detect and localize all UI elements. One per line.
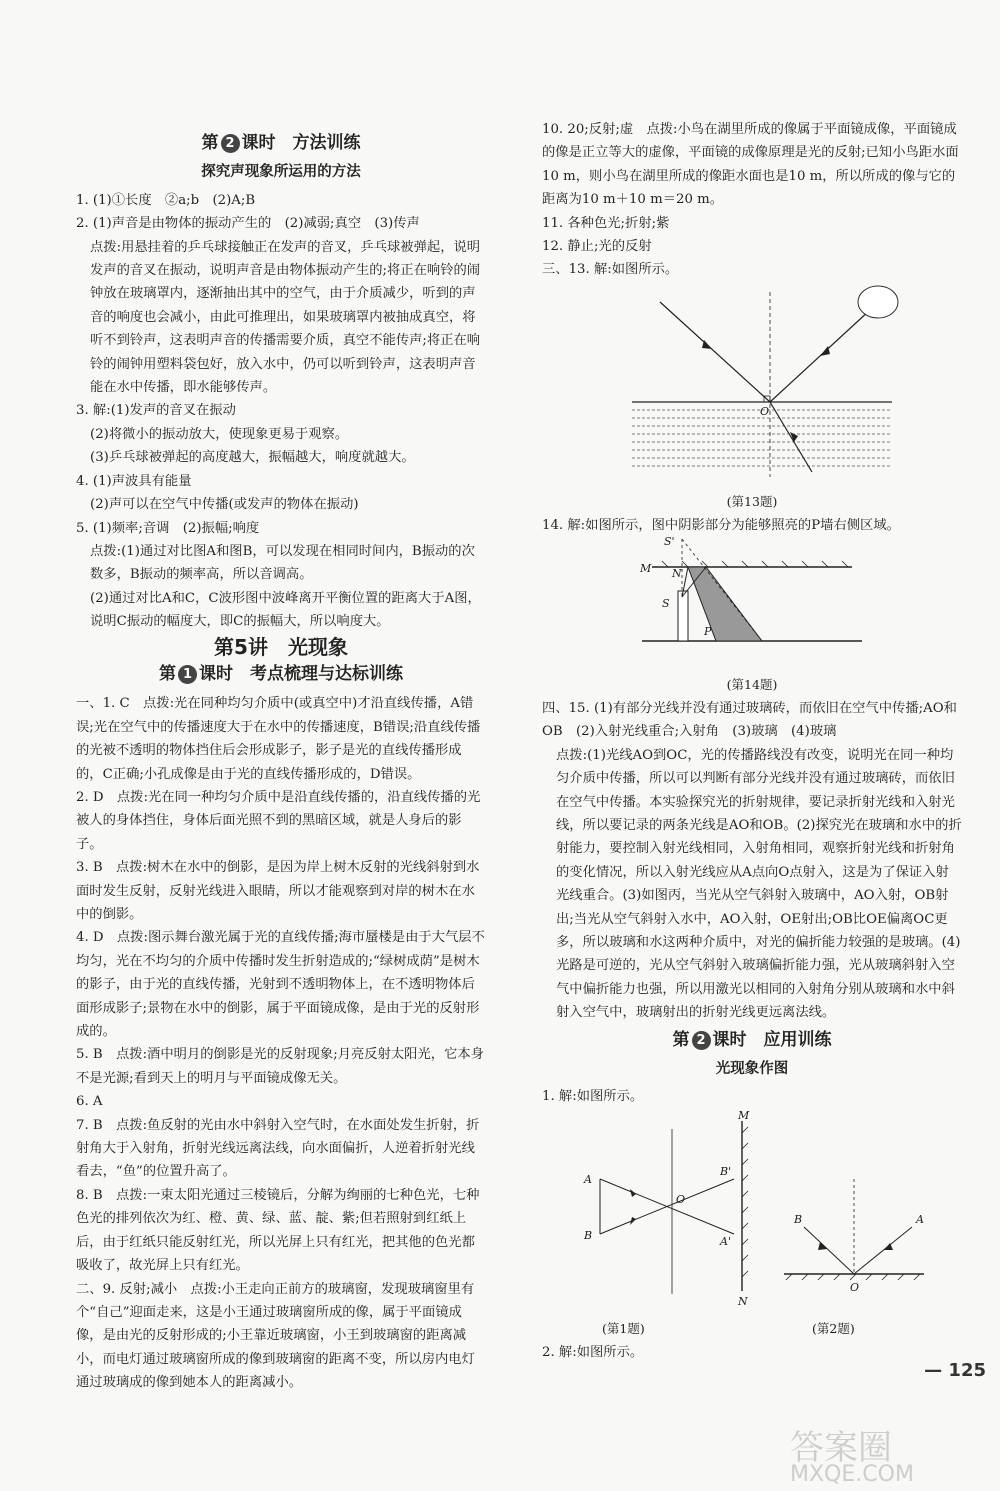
figure-1-caption: (第1题) <box>602 1321 645 1337</box>
section-title-application: 第 2 课时 应用训练 <box>672 1029 832 1050</box>
figure-14-label-s-prime: S' <box>664 537 675 549</box>
figure-1-label-b-prime: B' <box>720 1164 732 1178</box>
drawing-answer-2: 2. 解:如图所示。 <box>542 1345 644 1361</box>
answer-3-part3: (3)乒乓球被弹起的高度越大，振幅越大，响度就越大。 <box>90 450 415 466</box>
light-answer-3: 3. B 点拨:树木在水中的倒影，是因为岸上树木反射的光线斜射到水面时发生反射，反射光线进入眼睛，所以才能观察到对岸的树木在水中的倒影。 <box>76 860 480 922</box>
figure-13-diagram <box>602 282 902 482</box>
light-answer-8: 8. B 点拨:一束太阳光通过三棱镜后，分解为绚丽的七种色光，七种色光的排列依次为红、橙、黄、绿、蓝、靛、紫;但若照射到红纸上后，由于红纸只能反射红光，所以光屏上只有红光，把其他的色光都吸收了，故光屏上只有红光。 <box>76 1187 480 1274</box>
figure-13-label-o: O <box>760 404 770 418</box>
figure-1-label-m: M <box>738 1108 750 1122</box>
figure-13 <box>542 282 962 490</box>
light-answer-14: 14. 解:如图所示，图中阴影部分为能够照亮的P墙右侧区域。 <box>542 517 900 533</box>
subsection-title-drawing: 光现象作图 <box>715 1060 789 1077</box>
figure-13-caption: (第13题) <box>726 494 778 510</box>
light-answer-1: 一、1. C 点拨:光在同种均匀介质中(或真空中)才沿直线传播，A错误;光在空气中的传播速度大于在水中的传播速度，B错误;沿直线传播的光被不透明的物体挡住后会形成影子，影子是光的直线传播形成的，C正确;小孔成像是由于光的直线传播形成的，D错误。 <box>76 696 481 782</box>
figure-1-label-a: A <box>584 1172 592 1186</box>
figures-1-2-diagram <box>552 1109 952 1309</box>
answer-3-part2: (2)将微小的振动放大，使现象更易于观察。 <box>90 426 349 442</box>
answer-5-tip1: 点拨:(1)通过对比图A和图B，可以发现在相同时间内，B振动的次数多，B振动的频率高，所以音调高。 <box>90 543 475 583</box>
page-number: — 125 <box>924 1360 986 1381</box>
section-title-review: 第 1 课时 考点梳理与达标训练 <box>159 663 403 684</box>
subsection-title: 探究声现象所运用的方法 <box>201 164 361 181</box>
section-title-method-training: 第 2 课时 方法训练 <box>201 133 361 153</box>
lesson-number-badge: 2 <box>221 134 240 153</box>
light-answer-4: 4. D 点拨:图示舞台激光属于光的直线传播;海市蜃楼是由于大气层不均匀，光在不均匀的介质中传播时发生折射造成的;“绿树成荫”是树木的影子，由于光的直线传播，光射到不透明物体上，在不透明物体后面形成影子;景物在水中的倒影，属于平面镜成像，是由于光的反射形成的。 <box>76 930 485 1040</box>
figure-1-label-n: N <box>738 1294 748 1308</box>
lecture-title: 第5讲 光现象 <box>214 634 348 659</box>
figure-14-caption: (第14题) <box>726 677 778 693</box>
figure-14 <box>542 537 962 673</box>
light-answer-15-tip: 点拨:(1)光线AO到OC，光的传播路线没有改变，说明光在同一种均匀介质中传播，所以可以判断有部分光线并没有通过玻璃砖，而依旧在空气中传播。本实验探究光的折射规律，要记录折射光线和入射光线，所以要记录的两条光线是AO和OB。(2)探究光在玻璃和水中的折射能力，要控制入射光线相同，入射角相同，观察折射光线和折射角的变化情况，所以入射光线应从A点向O点射入，这是为了保证入射光线重合。(3)如图丙，当光从空气斜射入玻璃中，AO入射，OB射出;当光从空气斜射入水中，AO入射，OE射出;OB比OE偏离OC更多，所以玻璃和水这两种介质中，对光的偏折能力较强的是玻璃。(4)光路是可逆的，光从空气斜射入玻璃偏折能力强，光从玻璃斜射入空气中偏折能力也强，所以用激光以相同的入射角分别从玻璃和水中斜射入空气中，玻璃射出的折射光线更远离法线。 <box>556 747 962 1021</box>
light-answer-15: 四、15. (1)有部分光线并没有通过玻璃砖，而依旧在空气中传播;AO和OB (2)入射光线重合;入射角 (3)玻璃 (4)玻璃 <box>542 700 957 740</box>
figure-1-label-o: O <box>676 1192 686 1206</box>
figures-1-2-captions <box>542 1317 962 1341</box>
answer-4: 4. (1)声波具有能量 <box>76 473 192 489</box>
right-column <box>542 118 962 1365</box>
drawing-answer-1: 1. 解:如图所示。 <box>542 1089 644 1105</box>
left-column <box>76 128 486 1395</box>
light-answer-9: 二、9. 反射;减小 点拨:小王走向正前方的玻璃窗，发现玻璃窗里有个“自己”迎面走来，这是小王通过玻璃窗所成的像，属于平面镜成像，是由光的反射形成的;小王靠近玻璃窗，小王到玻璃窗的距离减小，而电灯通过玻璃窗所成的像到玻璃窗的距离不变，所以房内电灯通过玻璃成的像到她本人的距离减小。 <box>76 1281 475 1391</box>
light-answer-10: 10. 20;反射;虚 点拨:小鸟在湖里所成的像属于平面镜成像，平面镜成的像是正立等大的虚像，平面镜的成像原理是光的反射;已知小鸟距水面10 m，则小鸟在湖里所成的像距水面也是10 m，所以所成的像与它的距离为10 m＋10 m＝20 m。 <box>542 122 959 208</box>
lesson-number-badge: 1 <box>178 665 197 684</box>
light-answer-6: 6. A <box>76 1094 103 1110</box>
watermark-url: MXQE.COM <box>790 1462 914 1487</box>
figure-1-label-a-prime: A' <box>720 1234 731 1248</box>
figure-14-label-p: P <box>704 625 712 639</box>
answer-5: 5. (1)频率;音调 (2)振幅;响度 <box>76 520 260 536</box>
watermark-logo: 答案圈 <box>790 1428 892 1468</box>
answer-4-part2: (2)声可以在空气中传播(或发声的物体在振动) <box>90 497 359 513</box>
light-answer-7: 7. B 点拨:鱼反射的光由水中斜射入空气时，在水面处发生折射，折射角大于入射角，折射光线远离法线，向水面偏折，人逆着折射光线看去，“鱼”的位置升高了。 <box>76 1117 480 1180</box>
figure-14-label-m: M <box>640 562 652 576</box>
figures-1-2 <box>542 1109 962 1317</box>
figure-2-label-o: O <box>850 1280 860 1294</box>
figure-2-label-b: B <box>794 1212 803 1226</box>
light-answer-11: 11. 各种色光;折射;紫 <box>542 215 670 231</box>
light-answer-13: 三、13. 解:如图所示。 <box>542 262 679 278</box>
figure-14-diagram <box>622 537 882 665</box>
answer-5-tip2: (2)通过对比A和C，C波形图中波峰离开平衡位置的距离大于A图，说明C振动的幅度大，即C的振幅大，所以响度大。 <box>90 590 481 630</box>
figure-14-label-n: N <box>672 567 682 581</box>
answer-2-tip: 点拨:用悬挂着的乒乓球接触正在发声的音叉，乒乓球被弹起，说明发声的音叉在振动，说明声音是由物体振动产生的;将正在响铃的闹钟放在玻璃罩内，逐渐抽出其中的空气，由于介质减少，听到的声音的响度也会减小，由此可推理出，如果玻璃罩内被抽成真空，将听不到铃声，这表明声音的传播需要介质，真空不能传声;将正在响铃的闹钟用塑料袋包好，放入水中，仍可以听到铃声，这表明声音能在水中传播，即水能够传声。 <box>90 239 481 396</box>
answer-3: 3. 解:(1)发声的音叉在振动 <box>76 403 236 419</box>
answer-1: 1. (1)①长度 ②a;b (2)A;B <box>76 192 256 208</box>
answer-2: 2. (1)声音是由物体的振动产生的 (2)减弱;真空 (3)传声 <box>76 216 420 232</box>
light-answer-2: 2. D 点拨:光在同一种均匀介质中是沿直线传播的，沿直线传播的光被人的身体挡住，身体后面光照不到的黑暗区域，就是人身后的影子。 <box>76 789 481 852</box>
lesson-number-badge: 2 <box>692 1031 711 1050</box>
figure-2-label-a: A <box>916 1212 924 1226</box>
light-answer-5: 5. B 点拨:酒中明月的倒影是光的反射现象;月亮反射太阳光，它本身不是光源;看到天上的明月与平面镜成像无关。 <box>76 1047 484 1086</box>
light-answer-12: 12. 静止;光的反射 <box>542 239 652 255</box>
figure-2-caption: (第2题) <box>812 1321 855 1337</box>
figure-1-label-b: B <box>584 1228 593 1242</box>
figure-14-label-s: S <box>662 597 670 611</box>
